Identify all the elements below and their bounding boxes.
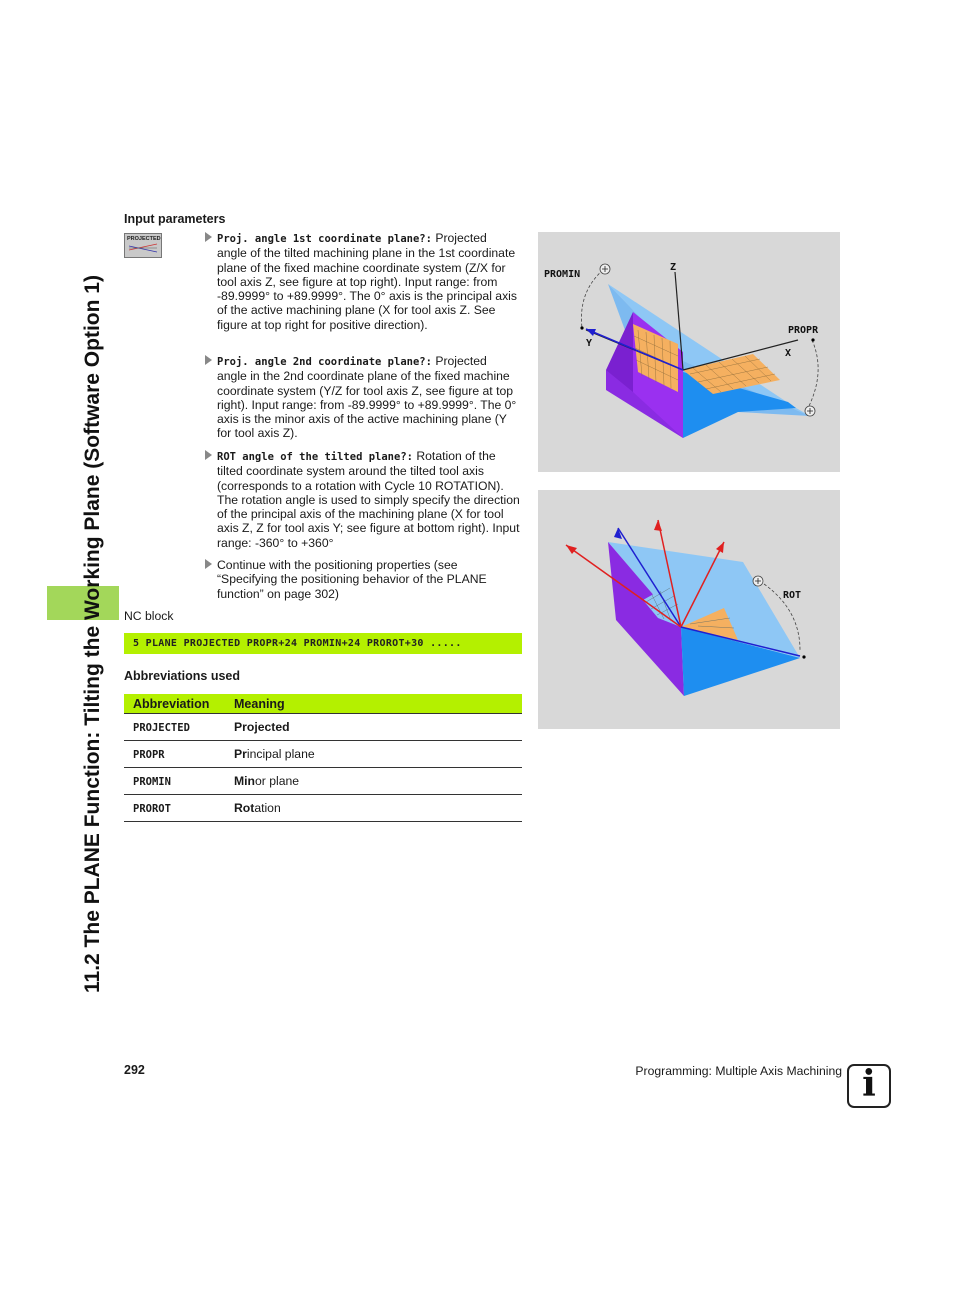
softkey-graphic-icon — [125, 234, 161, 257]
meaning-bold: Pr — [234, 747, 247, 761]
table-header-row — [124, 694, 522, 714]
y-arrow-head — [586, 329, 596, 336]
arrow-head — [566, 545, 577, 554]
label-z: Z — [670, 262, 677, 273]
meaning-rest: or plane — [254, 774, 300, 788]
abbreviations-table — [124, 694, 522, 822]
label-x: X — [785, 348, 792, 359]
column-header-meaning: Meaning — [225, 694, 522, 714]
projected-softkey[interactable] — [124, 233, 162, 258]
param-proj-angle-1st: Proj. angle 1st coordinate plane?: Projected angle of the tilted machining plane in the 1st coordinate plane of the fixed machine coordinate system (Z/X for tool axis Z, see figure at top right). Input range: from -89.9999° to +89.9999°. The 0° axis is the principal axis of the active machining plane (X for tool axis Z. See figure at top right for positive direction). — [205, 231, 520, 332]
label-y: Y — [586, 338, 593, 349]
meaning-bold: Rot — [234, 801, 255, 815]
promin-arc — [581, 270, 603, 328]
projected-angles-diagram — [538, 232, 840, 472]
section-title-vertical: 11.2 The PLANE Function: Tilting the Working Plane (Software Option 1) — [81, 275, 104, 993]
table-row — [124, 795, 522, 822]
meaning-bold: Projected — [234, 720, 290, 734]
bullet-arrow-icon — [205, 559, 212, 569]
meaning-rest: ation — [254, 801, 281, 815]
info-glyph: i — [862, 1063, 876, 1105]
label-rot: ROT — [783, 590, 802, 601]
table-row — [124, 768, 522, 795]
softkey-label: PROJECTED — [127, 236, 161, 242]
label-promin: PROMIN — [544, 269, 581, 280]
figure-projected-angles — [538, 232, 840, 472]
endpoint-dot — [811, 338, 814, 341]
bullet-arrow-icon — [205, 450, 212, 460]
param-proj-angle-2nd: Proj. angle 2nd coordinate plane?: Projected angle in the 2nd coordinate plane of the fixed machine coordinate system (Y/Z for tool axis Z, see figure at top right). Input range: from -89.9999° to +89.9999°. The 0° axis is the minor axis of the active machining plane (Y for tool axis Z). — [205, 354, 520, 441]
column-header-abbreviation: Abbreviation — [124, 694, 225, 714]
nc-block-code-bar — [124, 633, 522, 654]
meaning-rest: incipal plane — [246, 747, 315, 761]
table-row — [124, 714, 522, 741]
abbr-cell: PROPR — [133, 749, 165, 761]
abbr-cell: PROMIN — [133, 776, 171, 788]
rotation-diagram — [538, 490, 840, 729]
page-number: 292 — [124, 1063, 145, 1077]
info-icon — [847, 1064, 891, 1108]
table-row — [124, 741, 522, 768]
abbreviations-heading: Abbreviations used — [124, 669, 240, 683]
chapter-title: Programming: Multiple Axis Machining — [635, 1064, 842, 1078]
param-rot-angle: ROT angle of the tilted plane?: Rotation of the tilted coordinate system around the tilted tool axis (corresponds to a rotation with Cycle 10 ROTATION). The rotation angle is used to simply specify the direction of the principal axis of the machining plane (X for tool axis Z, Z for tool axis Y; see figure at bottom right). Input range: -360° to +360° — [205, 449, 520, 550]
meaning-bold: Min — [234, 774, 255, 788]
abbr-cell: PROROT — [133, 803, 171, 815]
figure-rotation — [538, 490, 840, 729]
endpoint-dot — [802, 655, 805, 658]
param-continue: Continue with the positioning properties (see “Specifying the positioning behavior of the PLANE function” on page 302) — [205, 558, 520, 601]
nc-block-label: NC block — [124, 609, 174, 623]
propr-arc — [808, 340, 818, 408]
input-parameters-heading: Input parameters — [124, 212, 226, 226]
endpoint-dot — [580, 326, 583, 329]
arrow-head — [654, 520, 662, 531]
nc-block-code: 5 PLANE PROJECTED PROPR+24 PROMIN+24 PROROT+30 ..... — [133, 638, 462, 649]
bullet-arrow-icon — [205, 355, 212, 365]
label-propr: PROPR — [788, 325, 819, 336]
bullet-arrow-icon — [205, 232, 212, 242]
abbr-cell: PROJECTED — [133, 722, 190, 734]
